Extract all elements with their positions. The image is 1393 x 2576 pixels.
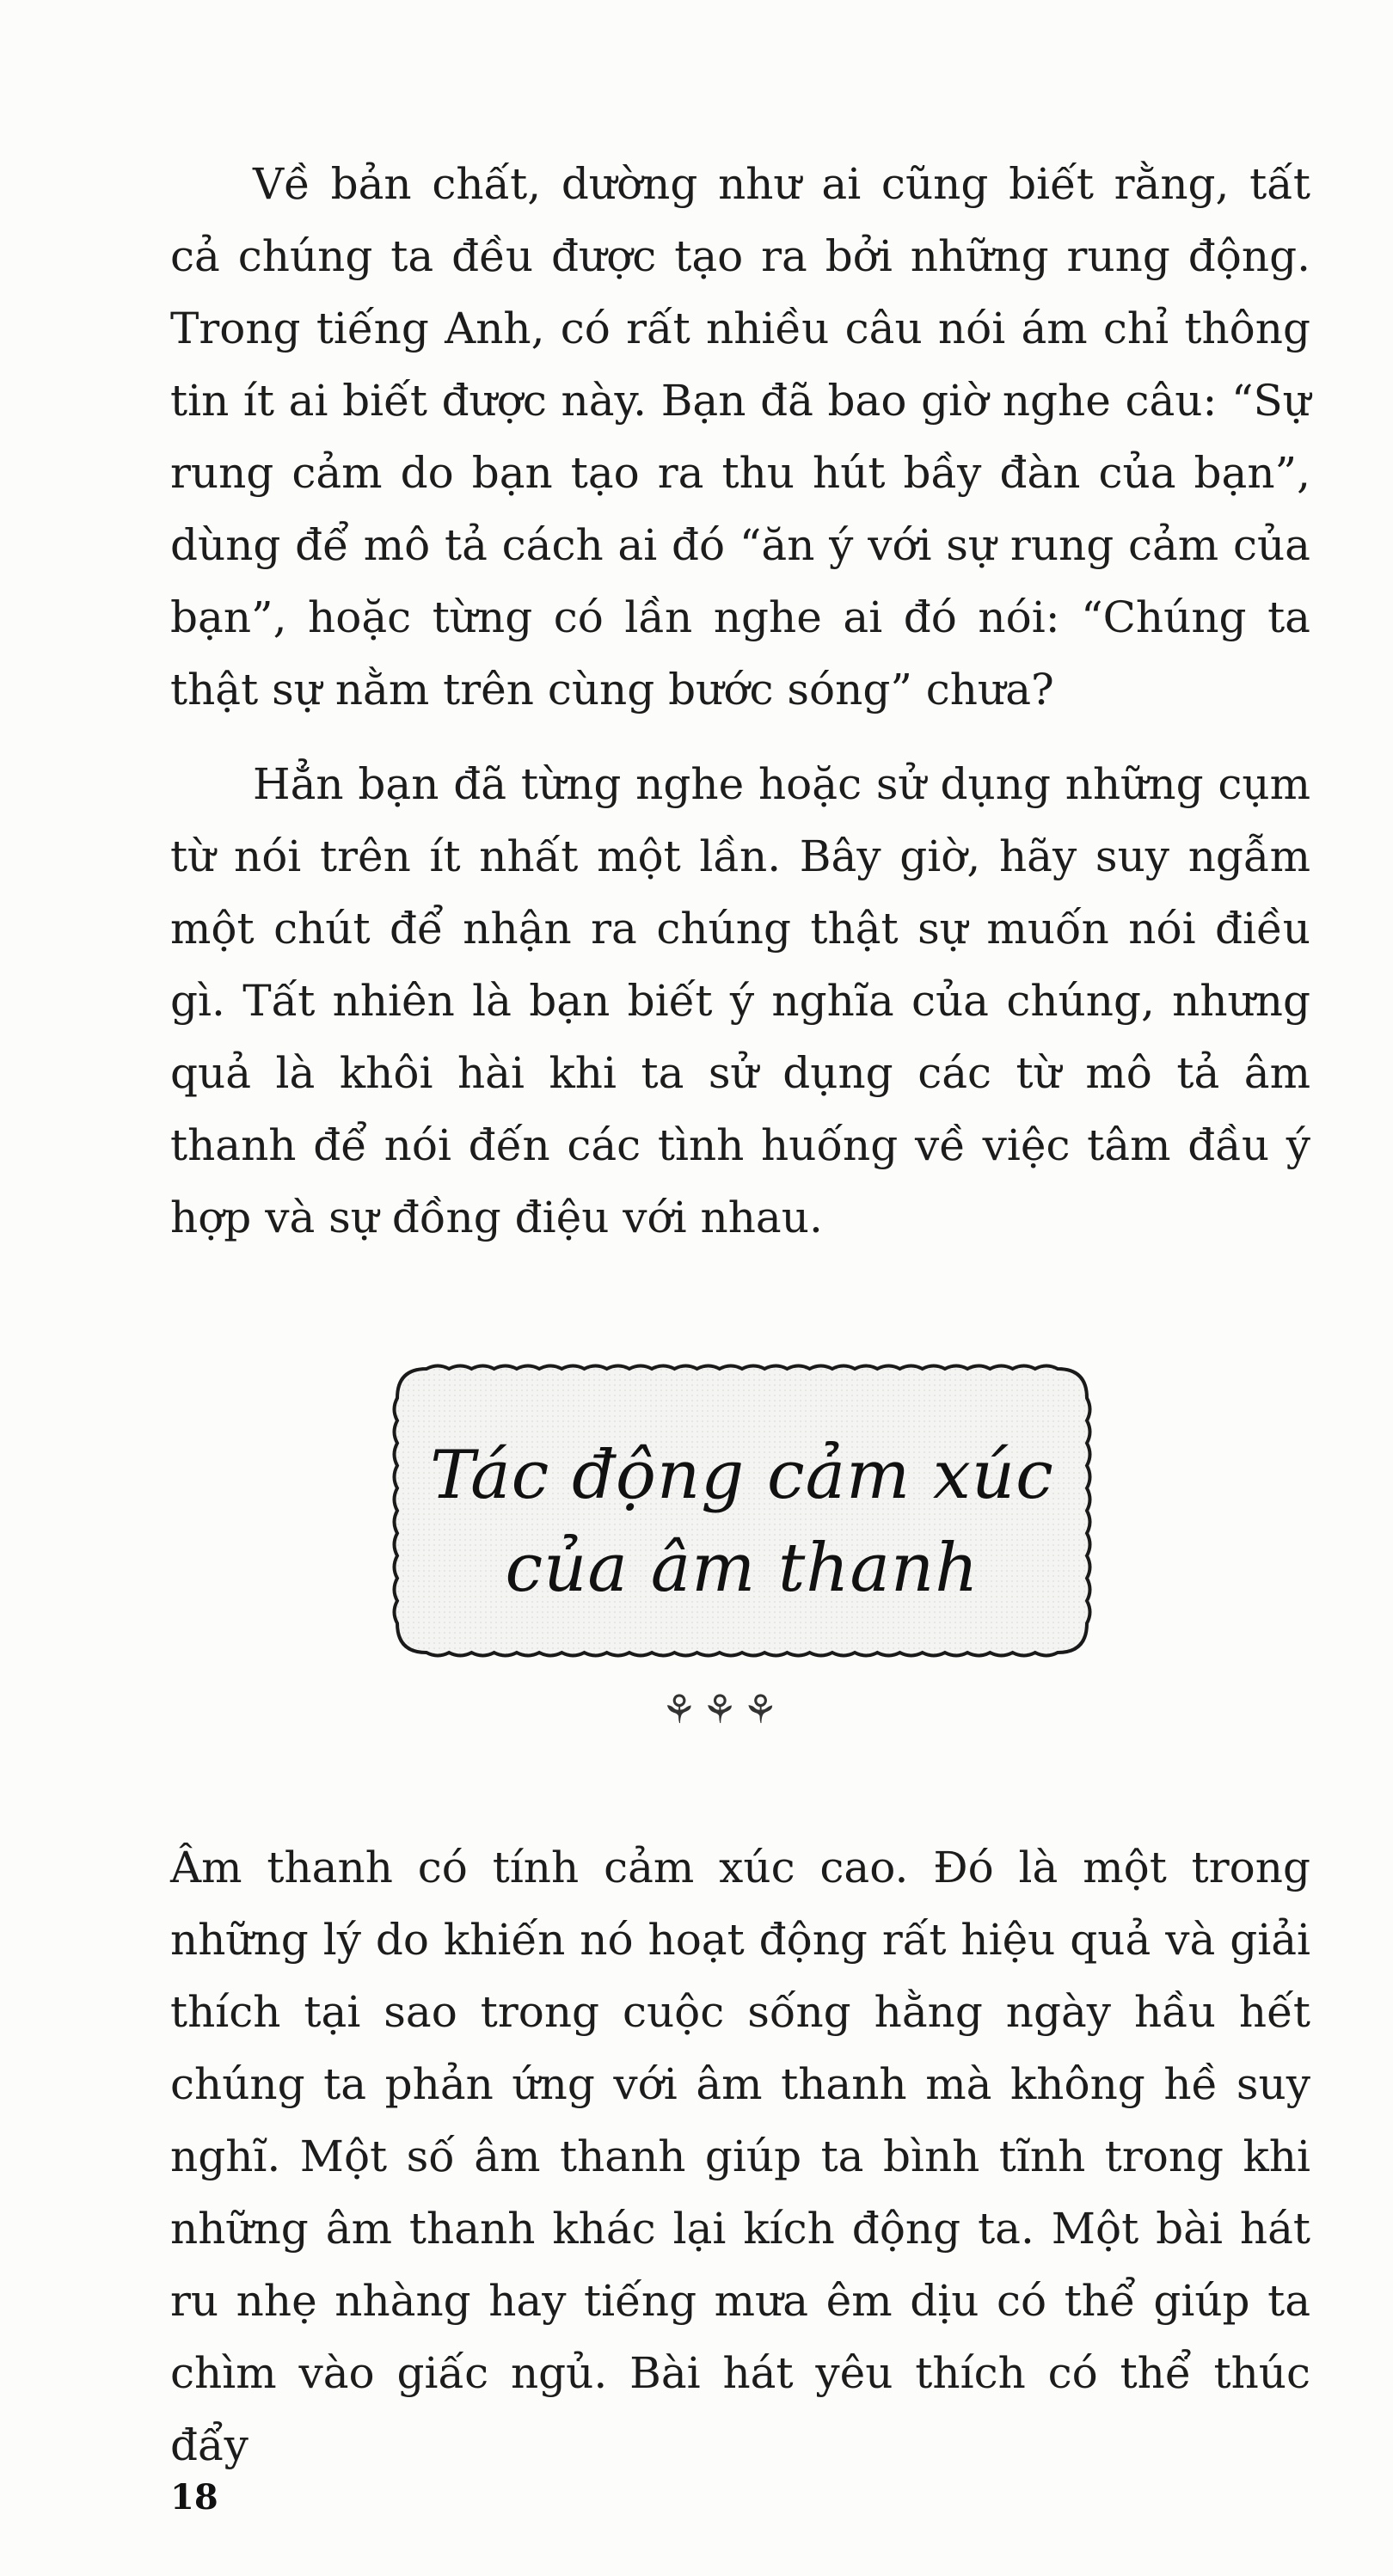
section-heading-box — [385, 1357, 1099, 1665]
paragraph-3: Âm thanh có tính cảm xúc cao. Đó là một trong những lý do khiến nó hoạt động rất hiệu quả và giải thích tại sao trong cuộc sống hằng ngày hầu hết chúng ta phản ứng với âm thanh mà không hề suy nghĩ. Một số âm thanh giúp ta bình tĩnh trong khi những âm thanh khác lại kích động ta. Một bài hát ru nhẹ nhàng hay tiếng mưa êm dịu có thể giúp ta chìm vào giấc ngủ. Bài hát yêu thích có thể thúc đẩy — [170, 1843, 1310, 2470]
paragraph-1: Về bản chất, dường như ai cũng biết rằng, tất cả chúng ta đều được tạo ra bởi những rung động. Trong tiếng Anh, có rất nhiều câu nói ám chỉ thông tin ít ai biết được này. Bạn đã bao giờ nghe câu: “Sự rung cảm do bạn tạo ra thu hút bầy đàn của bạn”, dùng để mô tả cách ai đó “ăn ý với sự rung cảm của bạn”, hoặc từng có lần nghe ai đó nói: “Chúng ta thật sự nằm trên cùng bước sóng” chưa? — [170, 159, 1310, 715]
page-number: 18 — [170, 2477, 218, 2518]
paragraph-2: Hẳn bạn đã từng nghe hoặc sử dụng những cụm từ nói trên ít nhất một lần. Bây giờ, hãy suy ngẫm một chút để nhận ra chúng thật sự muốn nói điều gì. Tất nhiên là bạn biết ý nghĩa của chúng, nhưng quả là khôi hài khi ta sử dụng các từ mô tả âm thanh để nói đến các tình huống về việc tâm đầu ý hợp và sự đồng điệu với nhau. — [170, 759, 1310, 1242]
heading-line-2: của âm thanh — [505, 1530, 979, 1607]
heading-line-1: Tác động cảm xúc — [430, 1437, 1054, 1514]
flourish-ornament-icon: ⚘⚘⚘ — [661, 1686, 783, 1733]
